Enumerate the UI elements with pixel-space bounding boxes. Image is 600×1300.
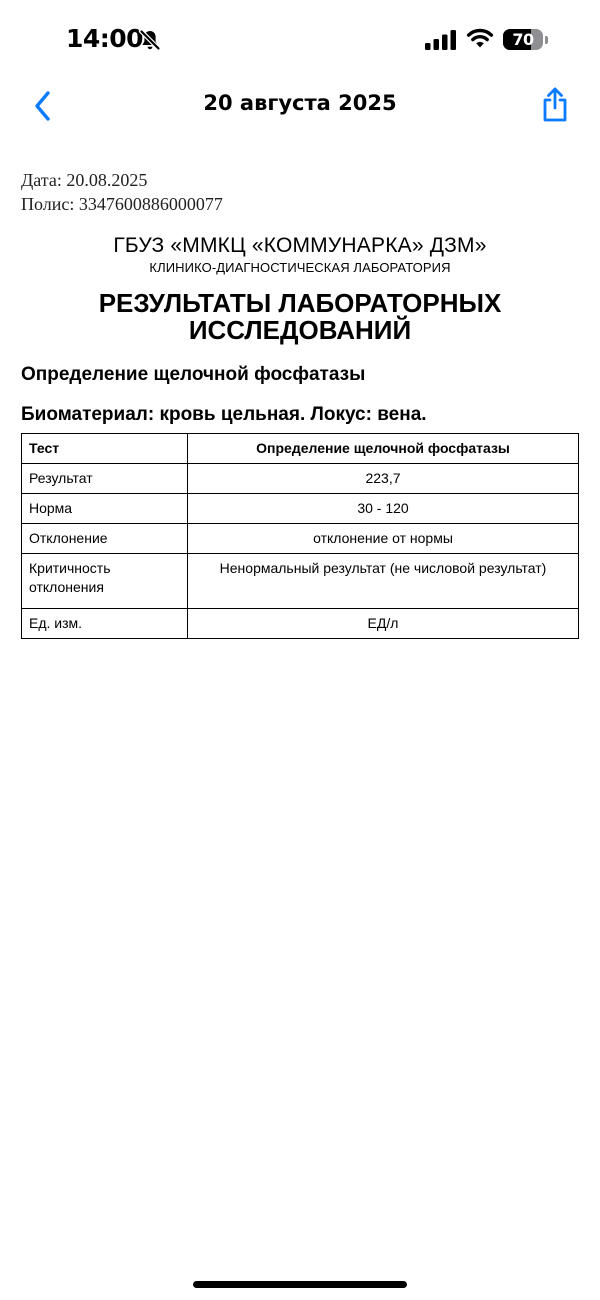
chevron-left-icon	[37, 93, 48, 119]
table-header-cell: Тест	[22, 434, 188, 464]
test-name-heading: Определение щелочной фосфатазы	[21, 364, 366, 385]
document-title	[50, 290, 550, 344]
table-row	[22, 609, 579, 639]
bell-slash-icon	[138, 28, 162, 52]
row-value: Ненормальный результат (не числовой результат)	[188, 554, 579, 609]
row-value: 223,7	[188, 464, 579, 494]
row-label: Отклонение	[22, 524, 188, 554]
share-icon	[545, 89, 565, 120]
organization-department: КЛИНИКО-ДИАГНОСТИЧЕСКАЯ ЛАБОРАТОРИЯ	[149, 260, 451, 275]
home-indicator[interactable]	[193, 1281, 407, 1288]
battery-cap	[545, 36, 548, 44]
share-button[interactable]	[538, 86, 572, 124]
table-row	[22, 464, 579, 494]
biomaterial-heading: Биоматериал: кровь цельная. Локус: вена.	[21, 404, 427, 425]
cellular-signal-icon	[425, 30, 457, 50]
battery-indicator	[503, 27, 549, 53]
battery-percent: 70	[512, 30, 534, 49]
table-row	[22, 524, 579, 554]
back-button[interactable]	[28, 88, 60, 124]
wifi-icon	[466, 27, 494, 49]
row-label: Результат	[22, 464, 188, 494]
status-time: 14:00	[66, 24, 144, 53]
battery-body	[503, 29, 543, 50]
document-policy: Полис: 3347600886000077	[21, 194, 223, 214]
page-title: 20 августа 2025	[203, 91, 397, 115]
row-value: ЕД/л	[188, 609, 579, 639]
table-header-row	[22, 434, 579, 464]
row-label: Ед. изм.	[22, 609, 188, 639]
document-title-line-1: РЕЗУЛЬТАТЫ ЛАБОРАТОРНЫХ	[98, 288, 502, 318]
table-row	[22, 494, 579, 524]
row-value: 30 - 120	[188, 494, 579, 524]
row-value: отклонение от нормы	[188, 524, 579, 554]
table-row	[22, 554, 579, 609]
table-header-cell: Определение щелочной фосфатазы	[188, 434, 579, 464]
results-table	[21, 433, 579, 639]
row-label: Норма	[22, 494, 188, 524]
organization-name: ГБУЗ «ММКЦ «КОММУНАРКА» ДЗМ»	[113, 234, 487, 257]
document-title-line-2: ИССЛЕДОВАНИЙ	[188, 315, 412, 345]
document-date: Дата: 20.08.2025	[21, 170, 148, 190]
row-label: Критичность отклонения	[22, 554, 188, 609]
